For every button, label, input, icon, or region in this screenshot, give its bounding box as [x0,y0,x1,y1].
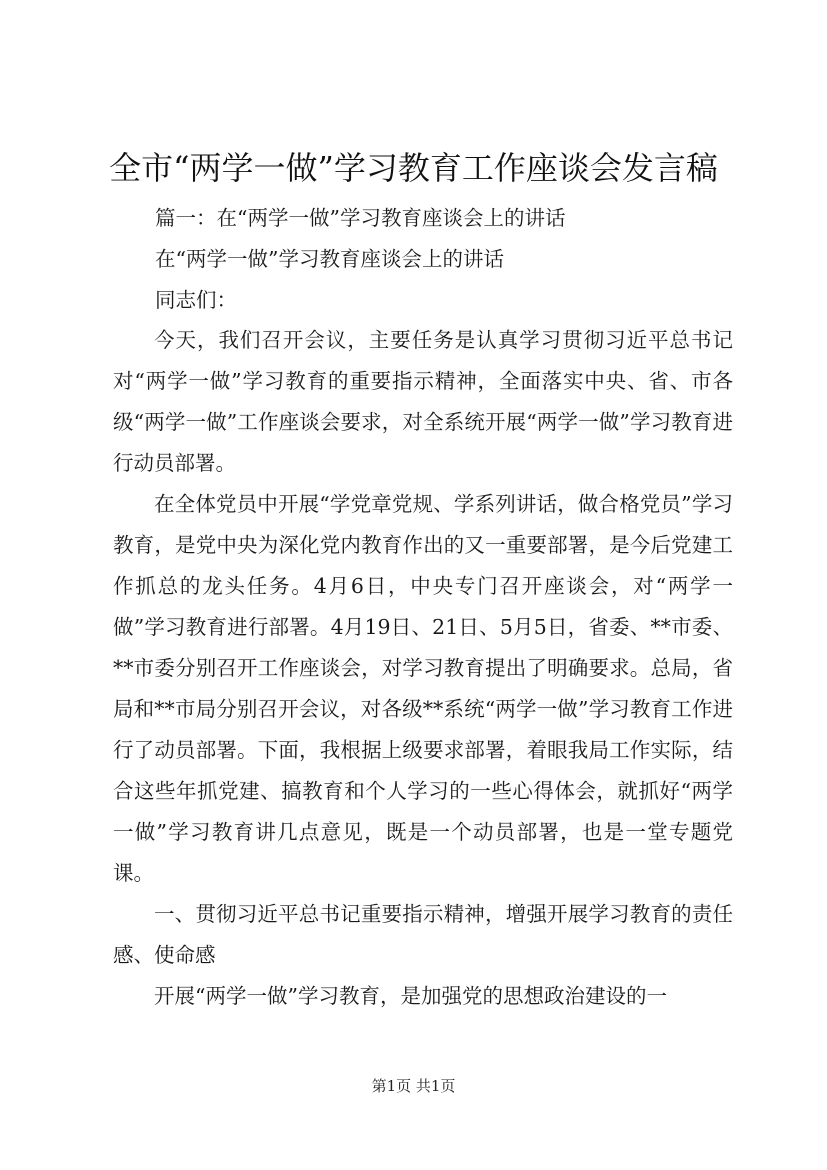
paragraph-background: 在全体党员中开展“学党章党规、学系列讲话，做合格党员”学习教育，是党中央为深化党内教育作出的又一重要部署，是今后党建工作抓总的龙头任务。4月6日，中央专门召开座谈会，对“两学一做”学习教育进行部署。4月19日、21日、5月5日，省委、**市委、**市委分别召开工作座谈会，对学习教育提出了明确要求。总局，省局和**市局分别召开会议，对各级**系统“两学一做”学习教育工作进行了动员部署。下面，我根据上级要求部署，着眼我局工作实际，结合这些年抓党建、搞教育和个人学习的一些心得体会，就抓好“两学一做”学习教育讲几点意见，既是一个动员部署，也是一堂专题党课。 [113,492,733,885]
page-number-footer: 第1页 共1页 [371,1077,456,1095]
section-heading-1: 一、贯彻习近平总书记重要指示精神，增强开展学习教育的责任感、使命感 [113,902,733,967]
document-title: 全市“两学一做”学习教育工作座谈会发言稿 [109,149,718,187]
paragraph-opening: 今天，我们召开会议，主要任务是认真学习贯彻习近平总书记对“两学一做”学习教育的重要指示精神，全面落实中央、省、市各级“两学一做”工作座谈会要求，对全系统开展“两学一做”学习教育进行动员部署。 [113,328,733,475]
salutation: 同志们： [155,288,237,312]
speech-title: 在“两学一做”学习教育座谈会上的讲话 [155,247,504,271]
subtitle-line: 篇一：在“两学一做”学习教育座谈会上的讲话 [155,206,566,230]
document-body [113,320,733,1017]
paragraph-section-1: 开展“两学一做”学习教育，是加强党的思想政治建设的一 [154,984,667,1008]
